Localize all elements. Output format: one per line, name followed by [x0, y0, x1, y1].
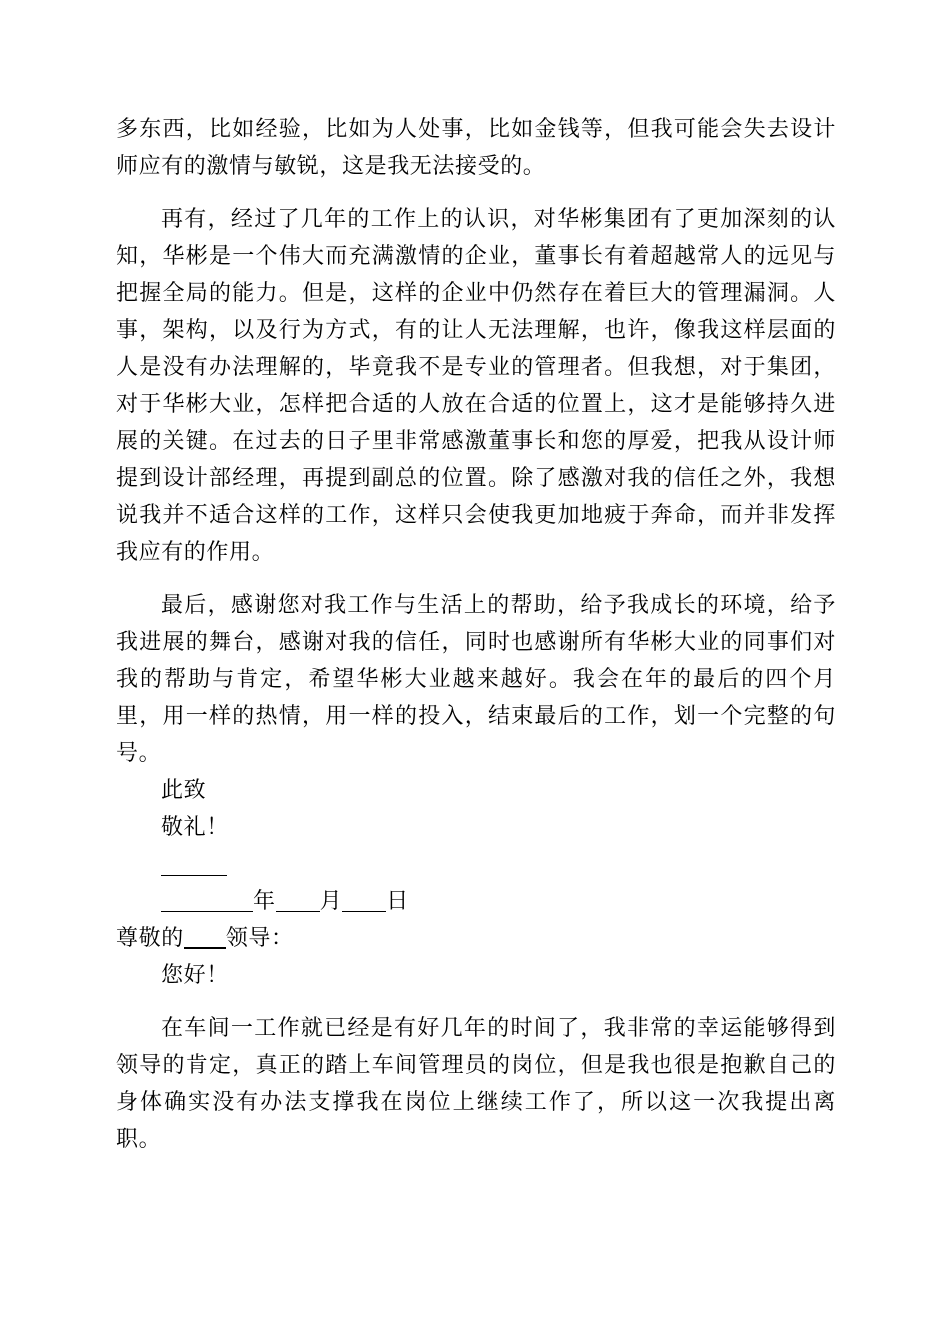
year-label: 年: [253, 889, 276, 914]
letter2-paragraph-first: 在车间一工作就已经是有好几年的时间了，我非常的幸运能够得到领导的肯定，真正的踏上车间管理员的岗位，但是我也很是抱歉自己的身体确实没有办法支撑我在岗位上继续工作了，所以这一次我提出离职。: [116, 1016, 836, 1152]
letter1-paragraph-management: 再有，经过了几年的工作上的认识，对华彬集团有了更加深刻的认知，华彬是一个伟大而充满激情的企业，董事长有着超越常人的远见与把握全局的能力。但是，这样的企业中仍然存在着巨大的管理漏洞。人事，架构，以及行为方式，有的让人无法理解，也许，像我这样层面的人是没有办法理解的，毕竟我不是专业的管理者。但我想，对于集团，对于华彬大业，怎样把合适的人放在合适的位置上，这才是能够持久进展的关键。在过去的日子里非常感激董事长和您的厚爱，把我从设计师提到设计部经理，再提到副总的位置。除了感激对我的信任之外，我想说我并不适合这样的工作，这样只会使我更加地疲于奔命，而并非发挥我应有的作用。: [116, 207, 836, 565]
closing-jingli: 敬礼！: [161, 815, 229, 840]
letter1-paragraph-thanks: 最后，感谢您对我工作与生活上的帮助，给予我成长的环境，给予我进展的舞台，感谢对我的信任，同时也感谢所有华彬大业的同事们对我的帮助与肯定，希望华彬大业越来越好。我会在年的最后的四个月里，用一样的热情，用一样的投入，结束最后的工作，划一个完整的句号。: [116, 593, 836, 766]
day-label: 日: [386, 889, 409, 914]
month-label: 月: [319, 889, 343, 914]
letter1-paragraph-continued: 多东西，比如经验，比如为人处事，比如金钱等，但我可能会失去设计师应有的激情与敏锐，这是我无法接受的。: [116, 117, 836, 179]
letter2-salutation: [116, 920, 836, 957]
date-line: [116, 883, 836, 920]
leader-name-blank: [184, 925, 226, 949]
signature-line: [116, 846, 836, 883]
signature-blank: [161, 855, 227, 876]
letter2-greeting: 您好！: [161, 963, 229, 988]
day-blank: [342, 889, 386, 912]
salutation-suffix: 领导：: [225, 926, 294, 951]
salutation-prefix: 尊敬的: [116, 926, 184, 951]
closing-cizhi: 此致: [161, 778, 207, 803]
year-blank: [161, 889, 253, 912]
month-blank: [276, 889, 320, 912]
document-page: [116, 111, 836, 1158]
